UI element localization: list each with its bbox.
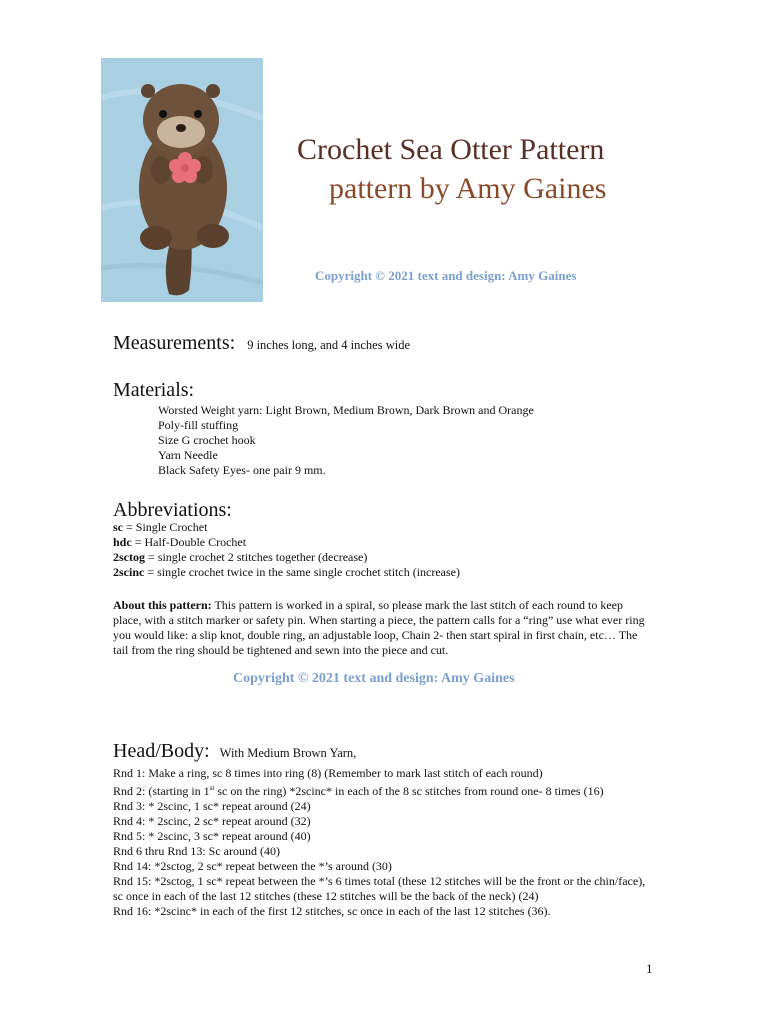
round-line: Rnd 3: * 2scinc, 1 sc* repeat around (24) xyxy=(113,799,311,813)
materials-list xyxy=(158,403,534,478)
list-item: Worsted Weight yarn: Light Brown, Medium Brown, Dark Brown and Orange xyxy=(158,403,534,417)
page-number: 1 xyxy=(646,961,653,976)
about-paragraph xyxy=(113,598,653,658)
list-item: Size G crochet hook xyxy=(158,433,256,447)
round-line: Rnd 16: *2scinc* in each of the first 12 stitches, sc once in each of the last 12 stitches (36). xyxy=(113,904,551,918)
copyright-top: Copyright © 2021 text and design: Amy Gaines xyxy=(315,268,577,283)
list-item xyxy=(113,550,460,565)
abbr-def: = Half-Double Crochet xyxy=(131,535,247,549)
abbr-term: hdc xyxy=(113,535,132,549)
abbreviations-list xyxy=(113,520,460,580)
list-item xyxy=(113,565,460,580)
round-text: sc on the ring) *2scinc* in each of the 8 sc stitches from round one- 8 times (16) xyxy=(214,784,604,798)
list-item: Black Safety Eyes- one pair 9 mm. xyxy=(158,463,326,477)
otter-photo xyxy=(101,58,263,302)
measurements-section xyxy=(113,332,410,355)
superscript: st xyxy=(209,784,215,792)
abbreviations-heading: Abbreviations: xyxy=(113,499,232,521)
list-item xyxy=(113,535,460,550)
otter-illustration xyxy=(101,58,263,302)
round-line: Rnd 1: Make a ring, sc 8 times into ring (8) (Remember to mark last stitch of each round) xyxy=(113,766,543,780)
abbr-term: 2scinc xyxy=(113,565,145,579)
head-body-heading: Head/Body: xyxy=(113,740,210,762)
abbr-def: = single crochet 2 stitches together (decrease) xyxy=(145,550,368,564)
about-text: This pattern is worked in a spiral, so please mark the last stitch of each round to keep place, with a stitch marker or safety pin. When starting a piece, the pattern calls for a “ring” use what ever ring you would like: a slip knot, double ring, an adjustable loop, Chain 2- then start spiral in first chain, etc… The tail from the ring should be tightened and sewn into the piece and cut. xyxy=(113,598,645,657)
list-item: Yarn Needle xyxy=(158,448,218,462)
abbr-def: = Single Crochet xyxy=(123,520,208,534)
copyright-middle: Copyright © 2021 text and design: Amy Gaines xyxy=(233,671,515,686)
measurements-value: 9 inches long, and 4 inches wide xyxy=(247,338,410,352)
measurements-heading: Measurements: xyxy=(113,332,236,354)
abbr-term: sc xyxy=(113,520,123,534)
round-line: Rnd 5: * 2scinc, 3 sc* repeat around (40) xyxy=(113,829,311,843)
abbr-def: = single crochet twice in the same single crochet stitch (increase) xyxy=(144,565,460,579)
materials-heading: Materials: xyxy=(113,379,195,401)
round-line: Rnd 14: *2sctog, 2 sc* repeat between the *’s around (30) xyxy=(113,859,392,873)
abbr-term: 2sctog xyxy=(113,550,145,564)
list-item: Poly-fill stuffing xyxy=(158,418,239,432)
round-line: sc once in each of the last 12 stitches (these 12 stitches will be the back of the neck) (24) xyxy=(113,889,539,903)
page-subtitle: pattern by Amy Gaines xyxy=(329,172,607,205)
round-line: Rnd 6 thru Rnd 13: Sc around (40) xyxy=(113,844,280,858)
rounds-list xyxy=(113,766,673,919)
head-body-section xyxy=(113,740,356,763)
page-title: Crochet Sea Otter Pattern xyxy=(297,133,605,166)
round-line: Rnd 4: * 2scinc, 2 sc* repeat around (32) xyxy=(113,814,311,828)
list-item xyxy=(113,520,460,535)
about-label: About this pattern: xyxy=(113,598,212,612)
round-text: Rnd 2: (starting in 1 xyxy=(113,784,210,798)
round-line xyxy=(113,781,673,799)
round-line: Rnd 15: *2sctog, 1 sc* repeat between the *’s 6 times total (these 12 stitches will be the front or the chin/face), xyxy=(113,874,646,888)
head-body-intro: With Medium Brown Yarn, xyxy=(219,746,357,760)
